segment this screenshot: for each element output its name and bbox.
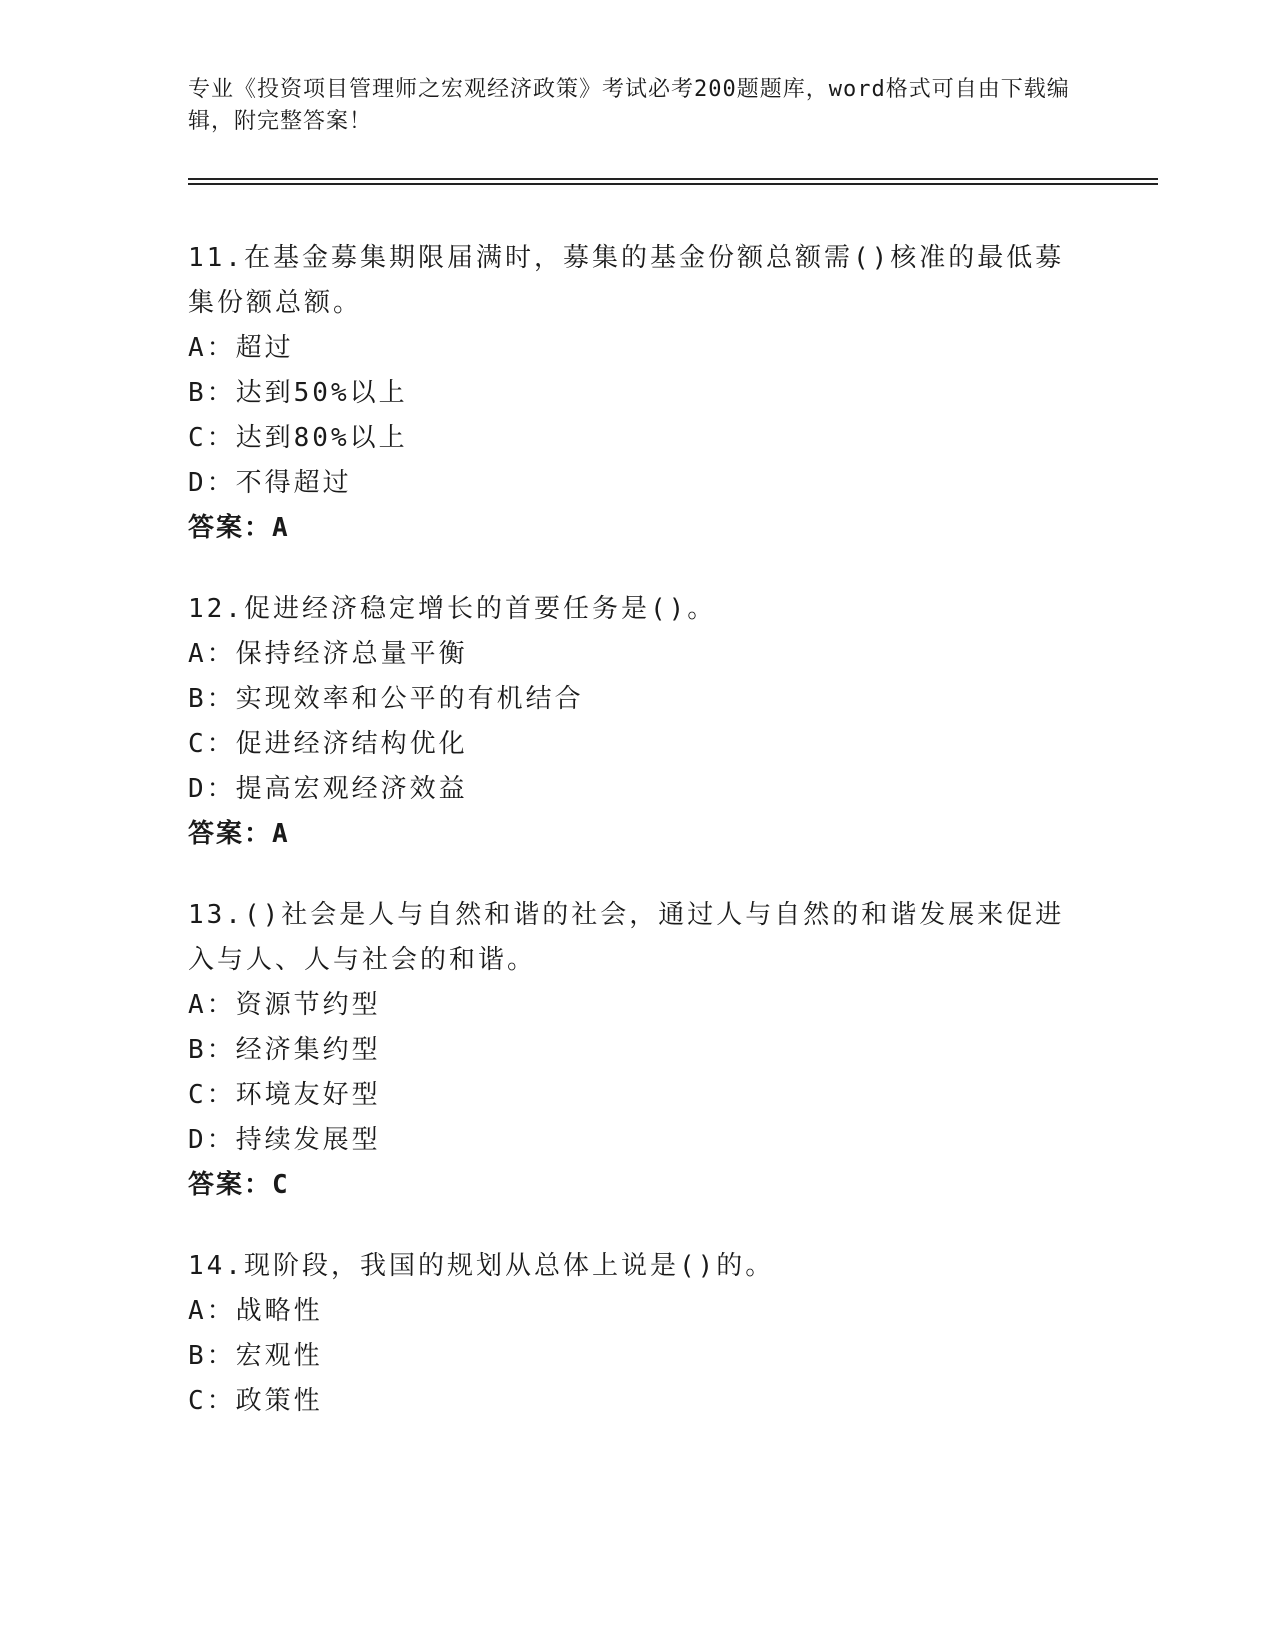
question-13 bbox=[188, 893, 1088, 1208]
option-b: B：达到50%以上 bbox=[188, 378, 408, 408]
question-text: 12.促进经济稳定增长的首要任务是()。 bbox=[188, 594, 717, 624]
header-divider-top bbox=[188, 178, 1158, 180]
option-c: C：促进经济结构优化 bbox=[188, 729, 468, 759]
option-a: A：超过 bbox=[188, 333, 294, 363]
answer: 答案：C bbox=[188, 1170, 290, 1200]
question-text: 13.()社会是人与自然和谐的社会，通过人与自然的和谐发展来促进入与人、人与社会的和谐。 bbox=[188, 900, 1065, 975]
document-intro: 专业《投资项目管理师之宏观经济政策》考试必考200题题库，word格式可自由下载编辑，附完整答案！ bbox=[188, 77, 1070, 134]
option-a: A：战略性 bbox=[188, 1296, 323, 1326]
option-c: C：环境友好型 bbox=[188, 1080, 381, 1110]
option-b: B：宏观性 bbox=[188, 1341, 323, 1371]
question-14 bbox=[188, 1244, 1088, 1424]
answer: 答案：A bbox=[188, 513, 290, 543]
answer: 答案：A bbox=[188, 819, 290, 849]
option-d: D：不得超过 bbox=[188, 468, 352, 498]
question-text: 11.在基金募集期限届满时，募集的基金份额总额需()核准的最低募集份额总额。 bbox=[188, 243, 1065, 318]
question-12 bbox=[188, 587, 1088, 857]
option-d: D：提高宏观经济效益 bbox=[188, 774, 468, 804]
option-c: C：政策性 bbox=[188, 1386, 323, 1416]
option-d: D：持续发展型 bbox=[188, 1125, 381, 1155]
option-c: C：达到80%以上 bbox=[188, 423, 408, 453]
option-b: B：经济集约型 bbox=[188, 1035, 381, 1065]
option-a: A：资源节约型 bbox=[188, 990, 381, 1020]
option-a: A：保持经济总量平衡 bbox=[188, 639, 468, 669]
question-text: 14.现阶段，我国的规划从总体上说是()的。 bbox=[188, 1251, 775, 1281]
question-11 bbox=[188, 236, 1088, 551]
header-divider-bottom bbox=[188, 183, 1158, 185]
option-b: B：实现效率和公平的有机结合 bbox=[188, 684, 584, 714]
question-list bbox=[188, 236, 1088, 1460]
